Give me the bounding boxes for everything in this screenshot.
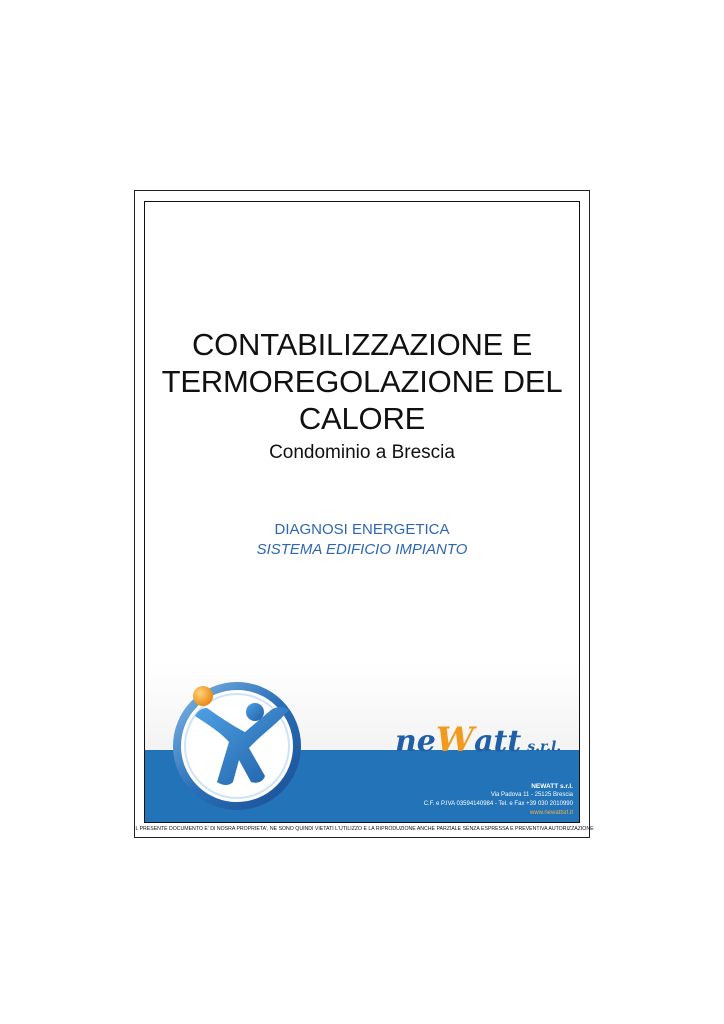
- contact-info: [424, 782, 573, 818]
- brand-logo: [395, 720, 561, 760]
- brand-part-1: ne: [395, 724, 436, 759]
- footer-banner: [145, 662, 580, 823]
- cover-frame: [144, 201, 580, 823]
- sistema-label: SISTEMA EDIFICIO IMPIANTO: [256, 541, 468, 558]
- brand-part-2: W: [435, 720, 475, 760]
- brand-suffix: s.r.l.: [527, 739, 562, 755]
- contact-fiscal: C.F. e P.IVA 03594140984 - Tel. e Fax +39 030 2010990: [423, 801, 573, 807]
- brand-part-3: att: [474, 724, 522, 759]
- document-type: [145, 520, 579, 560]
- contact-company: NEWATT s.r.l.: [531, 783, 573, 790]
- person-figure-in-circle-logo-icon: [167, 672, 307, 812]
- contact-web: www.newattsrl.it: [529, 810, 573, 816]
- title-block: [145, 326, 579, 465]
- footer-orange-line: [145, 822, 580, 823]
- title-line-2: TERMOREGOLAZIONE DEL: [161, 364, 563, 399]
- contact-address: Via Padova 11 - 25125 Brescia: [490, 792, 573, 798]
- title-line-3: CALORE: [298, 401, 426, 436]
- subtitle: Condominio a Brescia: [269, 442, 455, 463]
- diagnosi-label: DIAGNOSI ENERGETICA: [274, 521, 450, 538]
- title-line-1: CONTABILIZZAZIONE E: [191, 327, 533, 362]
- disclaimer: IL PRESENTE DOCUMENTO E' DI NOSRA PROPRIETA', NE SONO QUINDI VIETATI L'UTILIZZO E LA RIPRODUZIONE ANCHE PARZIALE SENZA ESPRESSA E PREVENTIVA AUTORIZZAZIONE: [134, 826, 594, 832]
